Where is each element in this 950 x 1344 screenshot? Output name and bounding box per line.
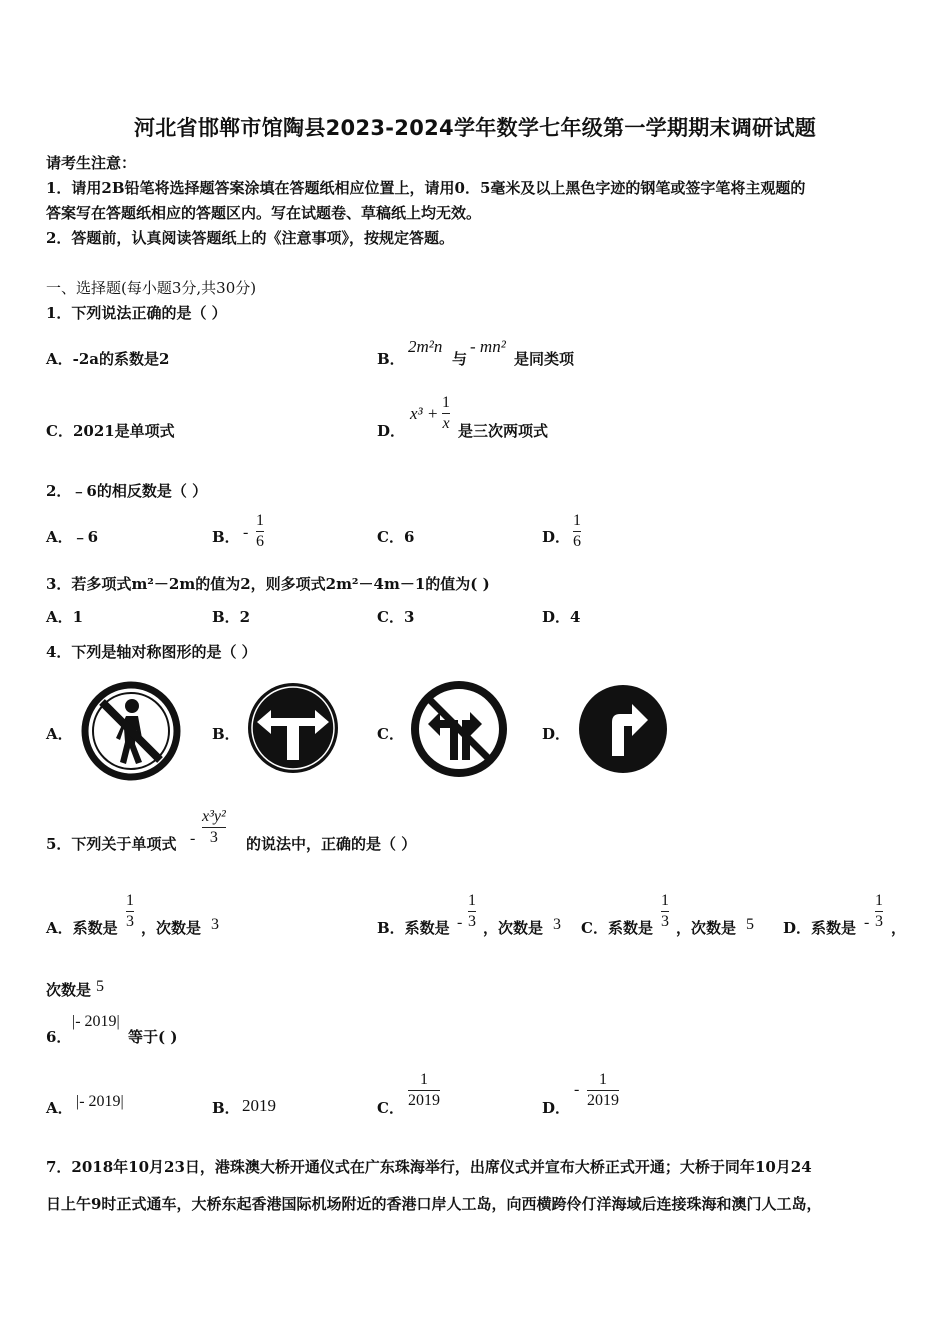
q5-b-num: 1 [468,892,476,909]
q3-stem: 3．若多项式m²－2m的值为2，则多项式2m²－4m－1的值为( ) [46,575,490,593]
q2-option-a: A．﹣6 [46,528,99,546]
q6-b-label: B． [212,1099,240,1117]
q1-d-tail: 是三次两项式 [458,422,549,440]
q5-stem-sign: - [190,830,196,847]
q3-option-b: B．2 [212,608,251,626]
section-heading: 一、选择题(每小题3分,共30分) [46,279,257,297]
q4-c-label: C． [377,725,404,743]
q3-option-c: C．3 [377,608,415,626]
q6-d-fraction [587,1071,619,1110]
q5-c-num: 1 [661,892,669,909]
q5-a-fraction [126,892,134,931]
q3-option-a: A．1 [46,608,84,626]
q5-d-sign: - [864,914,870,931]
q1-b-expr2: - mn² [470,337,506,356]
q5-stem-num: x³y² [202,808,226,825]
q6-c-den: 2019 [408,1092,440,1109]
q6-c-num: 1 [420,1071,428,1088]
q3-option-d: D．4 [542,608,581,626]
q5-d-den: 3 [875,913,883,930]
q7-line-1: 7．2018年10月23日，港珠澳大桥开通仪式在广东珠海举行，出席仪式并宣布大桥正式开通；大桥于同年10月24 [46,1158,812,1176]
q5-b-tail: ，次数是 [483,919,544,937]
q1-option-c: C．2021是单项式 [46,422,175,440]
q4-b-label: B． [212,725,240,743]
q5-d-degree: 5 [96,978,104,995]
q5-d-num: 1 [875,892,883,909]
q7-line-2: 日上午9时正式通车，大桥东起香港国际机场附近的香港口岸人工岛，向西横跨伶仃洋海域后连接珠海和澳门人工岛， [46,1195,822,1213]
notice-heading: 请考生注意： [46,154,137,172]
q5-a-num: 1 [126,892,134,909]
q6-label: 6． [46,1028,72,1046]
q6-d-label: D． [542,1099,571,1117]
q2-d-label: D． [542,528,571,546]
q5-b-degree: 3 [553,916,561,933]
no-turn-sign-icon [410,680,508,778]
q2-stem: 2．﹣6的相反数是（ ） [46,482,208,500]
q5-stem-pre: 5．下列关于单项式 [46,835,177,853]
q6-c-fraction [408,1071,440,1110]
q2-b-sign: - [243,524,249,541]
q1-d-den: x [442,415,450,432]
q5-c-tail: ，次数是 [676,919,737,937]
q5-b-sign: - [457,914,463,931]
q5-stem-den: 3 [209,829,218,846]
q1-d-fraction [442,394,450,433]
q5-a-degree: 3 [211,916,219,933]
q5-d-continued: 次数是 [46,981,92,999]
q6-b-expr: 2019 [242,1096,276,1115]
q2-d-num: 1 [573,512,581,529]
notice-line-2: 答案写在答题纸相应的答题区内。写在试题卷、草稿纸上均无效。 [46,204,482,222]
q5-b-label: B．系数是 [377,919,450,937]
q1-option-b [377,348,405,369]
q1-b-mid: 与 [452,350,468,368]
q4-d-label: D． [542,725,571,743]
q2-d-fraction [573,512,581,551]
q6-a-label: A． [46,1099,73,1117]
q5-c-den: 3 [661,913,669,930]
q6-c-label: C． [377,1099,404,1117]
turn-left-right-sign-icon [245,680,341,776]
q2-b-den: 6 [256,533,264,550]
q1-d-label: D． [377,422,406,440]
q5-b-fraction [468,892,476,931]
notice-line-3: 2．答题前，认真阅读答题纸上的《注意事项》，按规定答题。 [46,229,454,247]
q5-d-label: D．系数是 [783,919,857,937]
q5-a-den: 3 [126,913,134,930]
q2-option-c: C．6 [377,528,415,546]
notice-line-1: 1．请用2B铅笔将选择题答案涂填在答题纸相应位置上，请用0．5毫米及以上黑色字迹的钢笔或签字笔将主观题的 [46,179,806,197]
q4-stem: 4．下列是轴对称图形的是（ ） [46,643,257,661]
q1-d-expr: x³ + [410,404,439,423]
no-pedestrian-sign-icon [80,680,182,782]
q2-b-label: B． [212,528,240,546]
q5-c-label: C．系数是 [581,919,653,937]
q5-c-fraction [661,892,669,931]
q5-a-tail: ，次数是 [141,919,202,937]
q5-b-den: 3 [468,913,476,930]
turn-right-sign-icon [576,682,670,776]
q5-stem-fraction [202,808,226,847]
q5-c-degree: 5 [746,916,754,933]
q6-expr: |- 2019| [72,1013,120,1030]
q5-d-comma: ， [891,919,907,937]
q6-a-expr: |- 2019| [76,1093,124,1110]
q5-a-label: A．系数是 [46,919,118,937]
q6-tail: 等于( ) [128,1028,178,1046]
q1-b-expr1: 2m²n [408,337,443,356]
q2-d-den: 6 [573,533,581,550]
q1-b-label: B． [377,350,405,368]
q6-d-num: 1 [599,1071,607,1088]
q1-stem: 1．下列说法正确的是（ ） [46,304,227,322]
q1-d-num: 1 [442,394,450,411]
q6-d-sign: - [574,1081,580,1098]
q5-d-fraction [875,892,883,931]
q2-b-fraction [256,512,264,551]
q6-d-den: 2019 [587,1092,619,1109]
q4-a-label: A． [46,725,73,743]
q1-b-tail: 是同类项 [514,350,575,368]
q2-b-num: 1 [256,512,264,529]
q5-stem-post: 的说法中，正确的是（ ） [246,835,417,853]
q1-option-a: A．-2a的系数是2 [46,350,170,368]
page-title: 河北省邯郸市馆陶县2023-2024学年数学七年级第一学期期末调研试题 [133,116,817,140]
